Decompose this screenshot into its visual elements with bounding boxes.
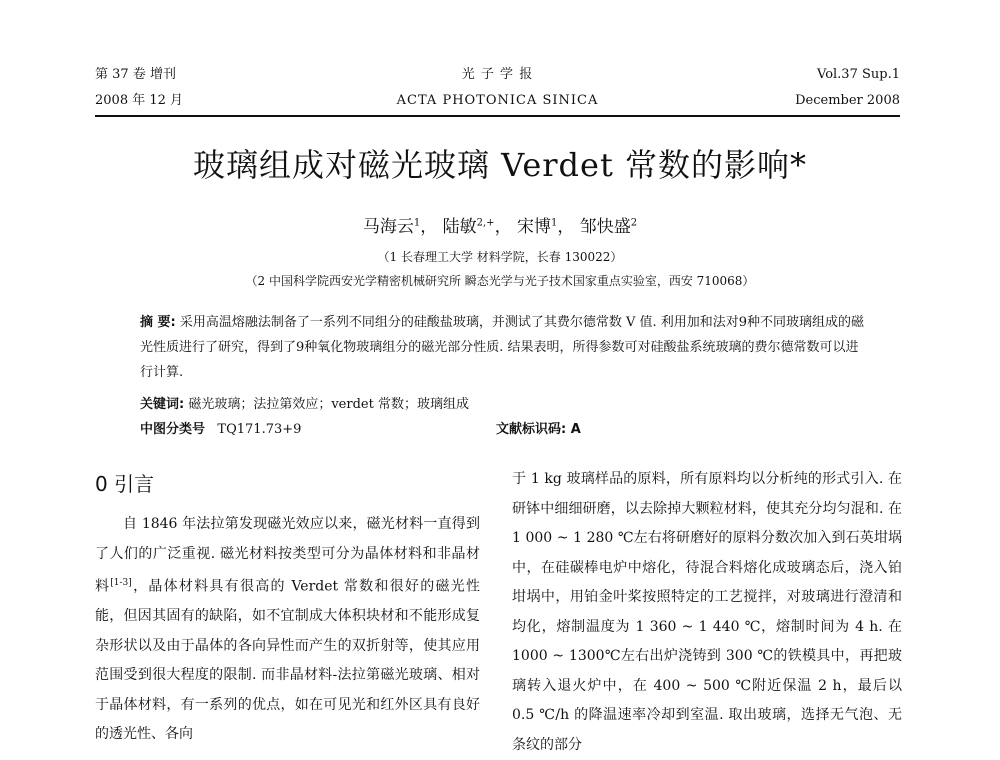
journal-cn: 光 子 学 报	[461, 67, 534, 82]
abstract-label: 摘 要:	[140, 315, 176, 330]
clc-number: TQ171.73+9	[217, 422, 302, 437]
classification-line	[140, 418, 870, 437]
doc-code-value: A	[566, 422, 581, 437]
author-sup: 2	[630, 217, 638, 229]
header-rule	[95, 115, 900, 117]
document-code	[496, 418, 581, 437]
paper-title: 玻璃组成对磁光玻璃 Verdet 常数的影响*	[192, 146, 808, 184]
affiliation-1: （1 长春理工大学 材料学院，长春 130022）	[377, 250, 623, 264]
author-sup: 1	[413, 217, 421, 229]
abstract	[140, 310, 870, 385]
author-name: 邹快盛	[579, 217, 631, 237]
header-right	[795, 62, 900, 114]
keywords-text: 磁光玻璃；法拉第效应；verdet 常数；玻璃组成	[184, 397, 469, 412]
abstract-text: 采用高温熔融法制备了一系列不同组分的硅酸盐玻璃，并测试了其费尔德常数 V 值. 利用加和法对9种不同玻璃组成的磁光性质进行了研究，得到了9种氧化物玻璃组分的磁光部分性质. 结果表明，所得参数可对硅酸盐系统玻璃的费尔德常数可以进行计算.	[140, 315, 865, 380]
author-name: 宋博	[516, 217, 551, 237]
body-left-column	[95, 510, 480, 750]
section-heading: 0 引言	[95, 472, 155, 496]
keywords	[140, 393, 469, 412]
header-center	[95, 62, 900, 114]
volume-label: 第 37 卷 增刊	[95, 67, 176, 82]
author-list: 马海云$^1$， 陆敏$^{2,+}$， 宋博$^1$， 邹快盛$^2$	[362, 217, 638, 237]
left-paragraph-b: ，晶体材料具有很高的 Verdet 常数和很好的磁光性能，但因其固有的缺陷，如不宜制成大体积块材和不能形成复杂形状以及由于晶体的各向异性而产生的双折射等，使其应用范围受到很大程度的限制. 而非晶材料-法拉第磁光玻璃、相对于晶体材料，有一系列的优点，如在可见光和红外区具有良好的透光性、各向	[95, 578, 481, 743]
author-name: 马海云	[362, 217, 414, 237]
doc-code-label: 文献标识码:	[496, 422, 567, 437]
date-en: December 2008	[795, 93, 900, 108]
author-sup: 2,+	[476, 217, 495, 229]
citation: [1-3]	[110, 578, 132, 588]
page-header	[95, 62, 900, 122]
journal-en: ACTA PHOTONICA SINICA	[396, 93, 599, 108]
body-right-column: 于 1 kg 玻璃样品的原料，所有原料均以分析纯的形式引入. 在研钵中细细研磨，以去除掉大颗粒材料，使其充分均匀混和. 在 1 000 ~ 1 280 ℃左右将研磨好的原料分数次加入到石英坩埚中，在硅碳棒电炉中熔化，待混合料熔化成玻璃态后，浇入铂坩埚中，用铂金叶桨按照特定的工艺搅拌，对玻璃进行澄清和均化，熔制温度为 1 360 ~ 1 440 ℃，熔制时间为 4 h. 在 1000 ~ 1300℃左右出炉浇铸到 300 ℃的铁模具中，再把玻璃转入退火炉中，在 400 ~ 500 ℃附近保温 2 h，最后以 0.5 ℃/h 的降温速率冷却到室温. 取出玻璃，选择无气泡、无条纹的部分	[512, 471, 902, 753]
author-sup: 1	[550, 217, 558, 229]
affiliation-2: （2 中国科学院西安光学精密机械研究所 瞬态光学与光子技术国家重点实验室，西安 710068）	[245, 274, 755, 288]
left-paragraph-a: 自 1846 年法拉第发现磁光效应以来，磁光材料一直得到了人们的广泛重视. 磁光材料按类型可分为晶体材料和非晶材料	[95, 516, 480, 595]
keywords-label: 关键词:	[140, 397, 185, 412]
clc-label: 中图分类号	[140, 422, 206, 437]
volume-en: Vol.37 Sup.1	[817, 67, 900, 82]
date-label: 2008 年 12 月	[95, 93, 184, 108]
author-name: 陆敏	[442, 217, 477, 237]
